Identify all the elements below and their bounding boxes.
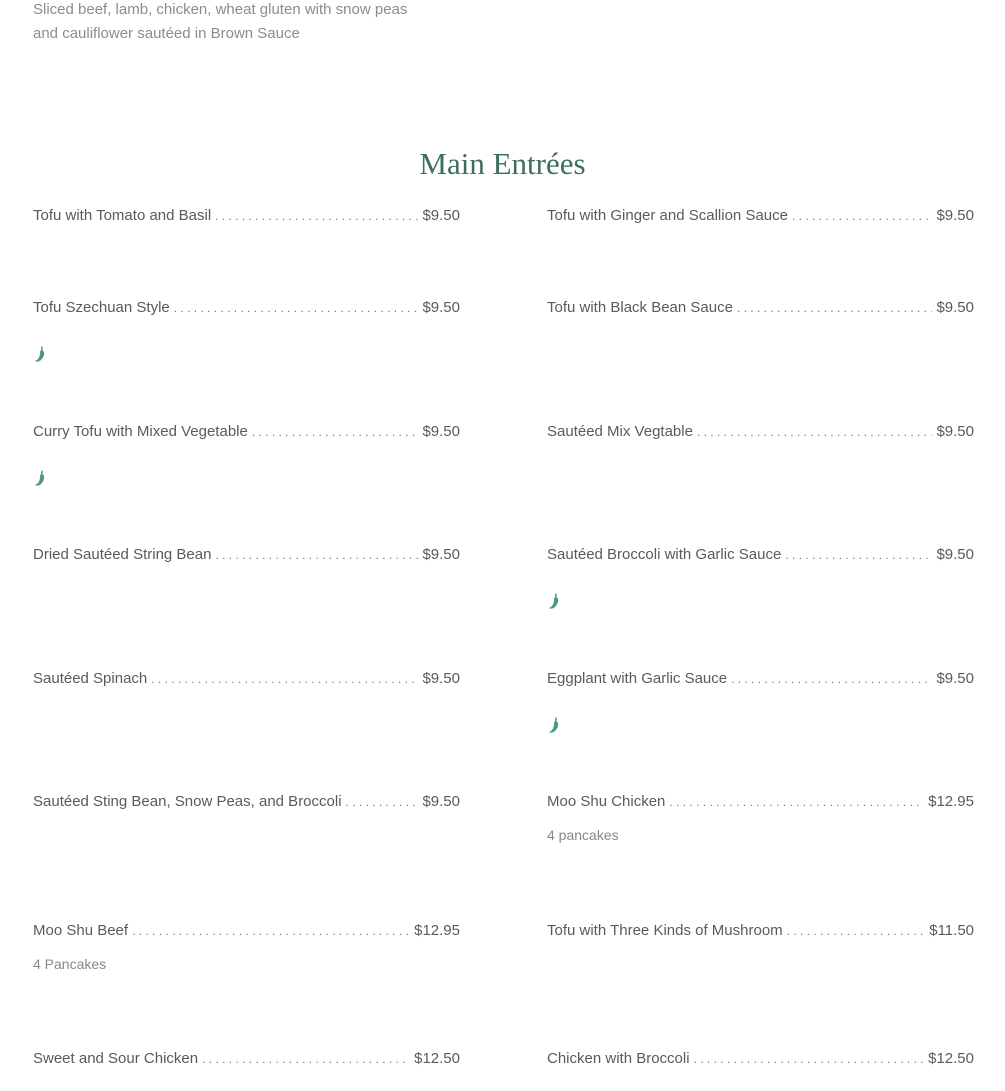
menu-item-price: $12.95 bbox=[414, 922, 460, 939]
menu-item-price: $9.50 bbox=[936, 670, 974, 687]
menu-item-name: Curry Tofu with Mixed Vegetable bbox=[33, 423, 248, 440]
dot-leader bbox=[787, 921, 926, 941]
menu-item-name: Dried Sautéed String Bean bbox=[33, 546, 212, 563]
dot-leader bbox=[202, 1049, 410, 1069]
menu-item[interactable] bbox=[33, 298, 460, 363]
menu-item-price: $9.50 bbox=[422, 299, 460, 316]
menu-item-name: Eggplant with Garlic Sauce bbox=[547, 670, 728, 687]
menu-item-price: $9.50 bbox=[936, 546, 974, 563]
dot-leader bbox=[215, 206, 418, 226]
menu-item[interactable] bbox=[33, 921, 460, 972]
menu-item[interactable] bbox=[547, 921, 974, 941]
dot-leader bbox=[669, 792, 924, 812]
dot-leader bbox=[252, 422, 419, 442]
dot-leader bbox=[174, 298, 419, 318]
dot-leader bbox=[737, 298, 933, 318]
dot-leader bbox=[792, 206, 932, 226]
menu-item[interactable] bbox=[33, 545, 460, 565]
previous-item-description: Sliced beef, lamb, chicken, wheat gluten with snow peas and cauliflower sautéed in Brown Sauce bbox=[33, 1, 408, 42]
menu-item-name: Tofu with Tomato and Basil bbox=[33, 207, 212, 224]
menu-item-name: Sautéed Broccoli with Garlic Sauce bbox=[547, 546, 782, 563]
menu-item-price: $9.50 bbox=[936, 207, 974, 224]
menu-item-price: $9.50 bbox=[422, 423, 460, 440]
menu-item[interactable] bbox=[33, 669, 460, 689]
dot-leader bbox=[731, 669, 932, 689]
dot-leader bbox=[785, 545, 932, 565]
menu-item-price: $9.50 bbox=[936, 299, 974, 316]
menu-item-name: Tofu Szechuan Style bbox=[33, 299, 170, 316]
dot-leader bbox=[132, 921, 410, 941]
menu-item[interactable] bbox=[547, 792, 974, 843]
menu-item[interactable] bbox=[547, 669, 974, 734]
menu-item[interactable] bbox=[33, 422, 460, 487]
menu-item-price: $9.50 bbox=[936, 423, 974, 440]
menu-item-price: $9.50 bbox=[422, 670, 460, 687]
dot-leader bbox=[151, 669, 418, 689]
menu-item-name: Sautéed Spinach bbox=[33, 670, 148, 687]
chili-pepper-icon bbox=[33, 469, 47, 487]
menu-item-name: Sautéed Sting Bean, Snow Peas, and Broccoli bbox=[33, 793, 342, 810]
menu-item-price: $11.50 bbox=[929, 922, 974, 939]
menu-item-name: Tofu with Ginger and Scallion Sauce bbox=[547, 207, 788, 224]
menu-item-price: $9.50 bbox=[422, 207, 460, 224]
menu-item-price: $12.95 bbox=[928, 793, 974, 810]
menu-item-name: Moo Shu Chicken bbox=[547, 793, 666, 810]
menu-item[interactable] bbox=[547, 422, 974, 442]
section-title: Main Entrées bbox=[419, 146, 586, 181]
dot-leader bbox=[346, 792, 419, 812]
menu-item-price: $12.50 bbox=[414, 1050, 460, 1067]
menu-item-price: $9.50 bbox=[422, 546, 460, 563]
menu-item[interactable] bbox=[547, 206, 974, 226]
menu-item-price: $12.50 bbox=[928, 1050, 974, 1067]
menu-item-name: Tofu with Black Bean Sauce bbox=[547, 299, 733, 316]
menu-item-note: 4 Pancakes bbox=[33, 956, 107, 972]
menu-item[interactable] bbox=[33, 1049, 460, 1069]
chili-pepper-icon bbox=[547, 716, 561, 734]
chili-pepper-icon bbox=[33, 345, 47, 363]
menu-item[interactable] bbox=[547, 298, 974, 318]
menu-item-note: 4 pancakes bbox=[547, 827, 619, 843]
menu-item-name: Moo Shu Beef bbox=[33, 922, 129, 939]
menu-item[interactable] bbox=[547, 1049, 974, 1069]
menu-item-name: Sweet and Sour Chicken bbox=[33, 1050, 199, 1067]
menu-item[interactable] bbox=[547, 545, 974, 610]
chili-pepper-icon bbox=[547, 592, 561, 610]
menu-item-price: $9.50 bbox=[422, 793, 460, 810]
menu-item[interactable] bbox=[33, 792, 460, 812]
dot-leader bbox=[215, 545, 418, 565]
dot-leader bbox=[697, 422, 933, 442]
menu-item-name: Sautéed Mix Vegtable bbox=[547, 423, 693, 440]
menu-item-name: Tofu with Three Kinds of Mushroom bbox=[547, 922, 783, 939]
menu-item-name: Chicken with Broccoli bbox=[547, 1050, 690, 1067]
menu-item[interactable] bbox=[33, 206, 460, 226]
dot-leader bbox=[694, 1049, 925, 1069]
